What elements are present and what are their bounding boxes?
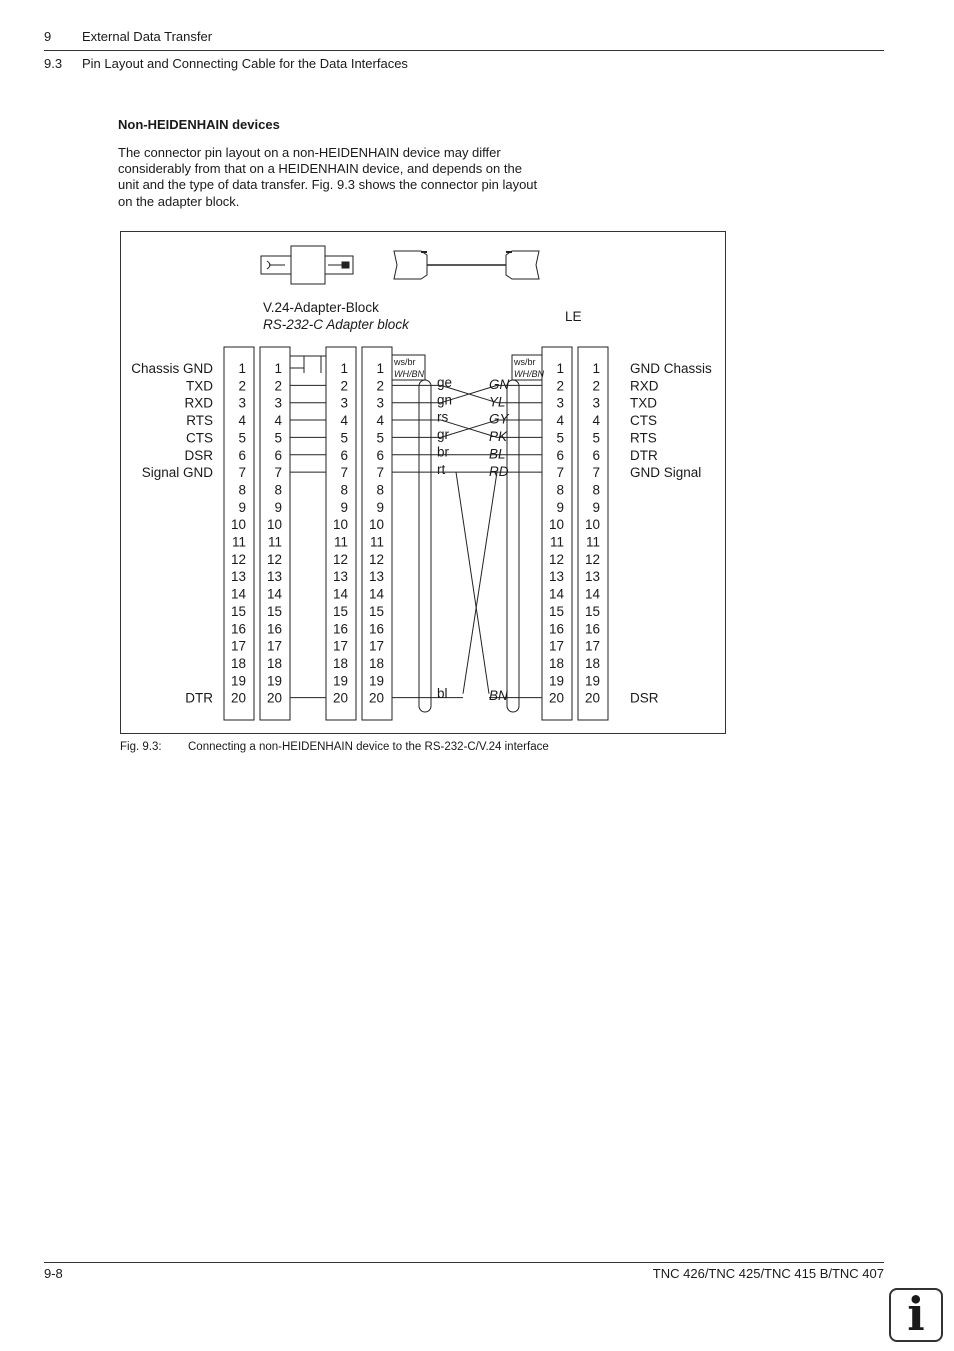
pin-number: 19 [548,673,564,689]
wire-color-en: PK [489,429,508,445]
pin-number: 11 [267,534,282,550]
pin-number: 3 [238,395,246,411]
pin-number: 9 [340,499,348,515]
wire-color-de: br [437,444,450,460]
footer-rule [44,1262,884,1263]
pin-number: 12 [368,551,384,567]
pin-number: 1 [238,361,246,376]
caption-text: Connecting a non-HEIDENHAIN device to the RS-232-C/V.24 interface [188,741,549,753]
pin-number: 11 [549,534,564,550]
pin-number: 12 [332,551,348,567]
pin-number: 2 [376,378,384,394]
section-title: Pin Layout and Connecting Cable for the Data Interfaces [82,56,408,71]
pin-number: 15 [266,603,282,619]
signal-label-left: Chassis GND [131,361,213,376]
header-rule [44,50,884,51]
pin-number: 8 [340,482,348,498]
signal-label-right: DSR [630,690,659,706]
pin-number: 13 [368,569,384,585]
pin-number: 18 [230,655,246,671]
pin-number: 19 [266,673,282,689]
page-number: 9-8 [44,1266,63,1281]
cable-wire-long [463,472,497,694]
wire-color-en: GN [489,377,510,392]
pin-number: 17 [548,638,564,654]
signal-label-left: DSR [184,447,213,463]
pin-number: 10 [332,517,348,533]
pin-number: 20 [584,690,600,706]
pin-number: 8 [556,482,564,498]
signal-label-right: DTR [630,447,658,463]
pin-number: 7 [592,465,600,481]
adapter-block-label-en: RS-232-C Adapter block [263,317,409,332]
pin-number: 11 [369,534,384,550]
caption-number: Fig. 9.3: [120,741,162,753]
pin-number: 2 [274,378,282,394]
pin-number: 20 [332,690,348,706]
pin-number: 19 [332,673,348,689]
pin-number: 19 [584,673,600,689]
pin-number: 18 [368,655,384,671]
pin-number: 20 [548,690,564,706]
section-number: 9.3 [44,56,63,71]
signal-label-right: GND Signal [630,465,702,481]
pin-number: 2 [592,378,600,394]
pin-number: 19 [368,673,384,689]
signal-label-right: TXD [630,395,657,411]
signal-label-right: GND Chassis [630,361,712,376]
pin-number: 4 [556,413,564,429]
pin-number: 1 [592,361,600,376]
pin-number: 11 [333,534,348,550]
pin-number: 4 [340,413,348,429]
pin-number: 5 [376,430,384,446]
pin-number: 10 [230,517,246,533]
pin-number: 3 [340,395,348,411]
pin-number: 5 [340,430,348,446]
pin-number: 16 [548,621,564,637]
pin-number: 7 [340,465,348,481]
pin-number: 6 [340,447,348,463]
shield-label-de: ws/br [394,357,416,367]
pin-layout-diagram [121,232,727,735]
shield-label-de: ws/br [514,357,536,367]
pin-number: 6 [592,447,600,463]
pin-number: 9 [592,499,600,515]
pin-number: 14 [332,586,348,602]
pin-number: 14 [230,586,246,602]
info-icon [889,1288,943,1342]
paragraph-line: unit and the type of data transfer. Fig. 9.3 shows the connector pin layout [118,177,538,193]
pin-number: 14 [548,586,564,602]
pin-number: 10 [368,517,384,533]
pin-number: 8 [238,482,246,498]
pin-number: 15 [368,603,384,619]
pin-number: 1 [376,361,384,376]
signal-label-right: RTS [630,430,657,446]
pin-number: 17 [584,638,600,654]
paragraph-line: The connector pin layout on a non-HEIDENHAIN device may differ [118,145,501,160]
pin-number: 1 [556,361,564,376]
signal-label-left: TXD [186,378,213,394]
pin-number: 4 [274,413,282,429]
cable-wire-long [456,472,489,694]
chapter-title: External Data Transfer [82,29,213,44]
pin-number: 1 [340,361,348,376]
pin-number: 8 [274,482,282,498]
signal-label-left: RTS [186,413,213,429]
pin-number: 12 [266,551,282,567]
wire-color-de: gr [437,427,450,443]
pin-number: 16 [266,621,282,637]
pin-number: 16 [332,621,348,637]
pin-number: 19 [230,673,246,689]
plug-contact [342,262,349,268]
section-heading: Non-HEIDENHAIN devices [118,117,280,132]
cable-shield-left [419,380,431,712]
pin-number: 9 [376,499,384,515]
cable-connector-right [506,251,539,279]
pin-number: 3 [274,395,282,411]
cable-shield-right [507,380,519,712]
pin-number: 10 [548,517,564,533]
pin-number: 18 [266,655,282,671]
signal-label-left: RXD [184,395,213,411]
figure-caption [120,741,549,753]
pin-number: 9 [556,499,564,515]
signal-label-left: DTR [185,690,213,706]
pin-number: 7 [376,465,384,481]
pin-number: 16 [584,621,600,637]
pin-number: 16 [230,621,246,637]
pin-number: 4 [592,413,600,429]
chapter-number: 9 [44,29,52,44]
pin-number: 2 [238,378,246,394]
pin-number: 11 [231,534,246,550]
pin-layout-figure [120,231,726,734]
wire-color-de: rt [437,461,446,477]
pin-number: 17 [230,638,246,654]
signal-label-right: CTS [630,413,657,429]
pin-number: 13 [266,569,282,585]
pin-number: 15 [584,603,600,619]
pin-number: 6 [274,447,282,463]
pin-number: 1 [274,361,282,376]
adapter-block-label: V.24-Adapter-Block [263,300,379,315]
pin-number: 2 [340,378,348,394]
adapter-block-body [291,246,325,284]
le-label: LE [565,309,582,324]
wire-color-de: gn [437,392,453,408]
pin-number: 13 [332,569,348,585]
footer-models: TNC 426/TNC 425/TNC 415 B/TNC 407 [652,1266,884,1281]
pin-number: 7 [274,465,282,481]
pin-number: 5 [274,430,282,446]
signal-label-right: RXD [630,378,659,394]
paragraph-line: considerably from that on a HEIDENHAIN device, and depends on the [118,161,522,177]
pin-number: 7 [556,465,564,481]
pin-number: 9 [274,499,282,515]
pin-number: 13 [584,569,600,585]
pin-number: 15 [332,603,348,619]
pin-number: 18 [548,655,564,671]
pin-number: 17 [332,638,348,654]
pin-number: 20 [368,690,384,706]
pin-number: 7 [238,465,246,481]
pin-number: 6 [556,447,564,463]
shield-label-en: WH/BN [394,369,424,379]
signal-label-left: Signal GND [141,465,213,481]
pin-number: 3 [556,395,564,411]
wire-color-en: BN [489,688,508,703]
pin-number: 20 [230,690,246,706]
signal-label-left: CTS [186,430,213,446]
pin-number: 2 [556,378,564,394]
socket-contact [267,261,270,269]
pin-number: 4 [238,413,246,429]
pin-number: 8 [592,482,600,498]
pin-number: 10 [266,517,282,533]
pin-number: 6 [238,447,246,463]
pin-number: 14 [368,586,384,602]
pin-number: 18 [332,655,348,671]
pin-number: 17 [368,638,384,654]
pin-number: 5 [556,430,564,446]
pin-number: 14 [584,586,600,602]
pin-number: 10 [584,517,600,533]
pin-number: 20 [266,690,282,706]
wire-color-de: rs [437,409,449,425]
pin-number: 5 [238,430,246,446]
wire-color-en: GY [489,411,509,427]
paragraph-line: on the adapter block. [118,193,240,209]
pin-number: 6 [376,447,384,463]
pin-number: 12 [230,551,246,567]
pin-number: 15 [230,603,246,619]
pin-number: 3 [376,395,384,411]
pin-number: 9 [238,499,246,515]
wire-color-de: bl [437,686,448,701]
pin-number: 15 [548,603,564,619]
intro-paragraph [118,145,608,210]
pin-number: 5 [592,430,600,446]
cable-connector-left [394,251,427,279]
pin-number: 16 [368,621,384,637]
pin-number: 4 [376,413,384,429]
info-glyph: i [907,1287,925,1341]
pin-number: 8 [376,482,384,498]
wire-color-en: YL [489,394,506,410]
pin-number: 13 [548,569,564,585]
pin-number: 11 [585,534,600,550]
pin-number: 3 [592,395,600,411]
pin-number: 17 [266,638,282,654]
wire-color-en: RD [489,463,509,479]
pin-number: 18 [584,655,600,671]
pin-number: 14 [266,586,282,602]
wire-color-en: BL [489,446,506,462]
pin-number: 12 [584,551,600,567]
shield-label-en: WH/BN [514,369,544,379]
pin-number: 13 [230,569,246,585]
pin-number: 12 [548,551,564,567]
wire-color-de: ge [437,375,453,390]
